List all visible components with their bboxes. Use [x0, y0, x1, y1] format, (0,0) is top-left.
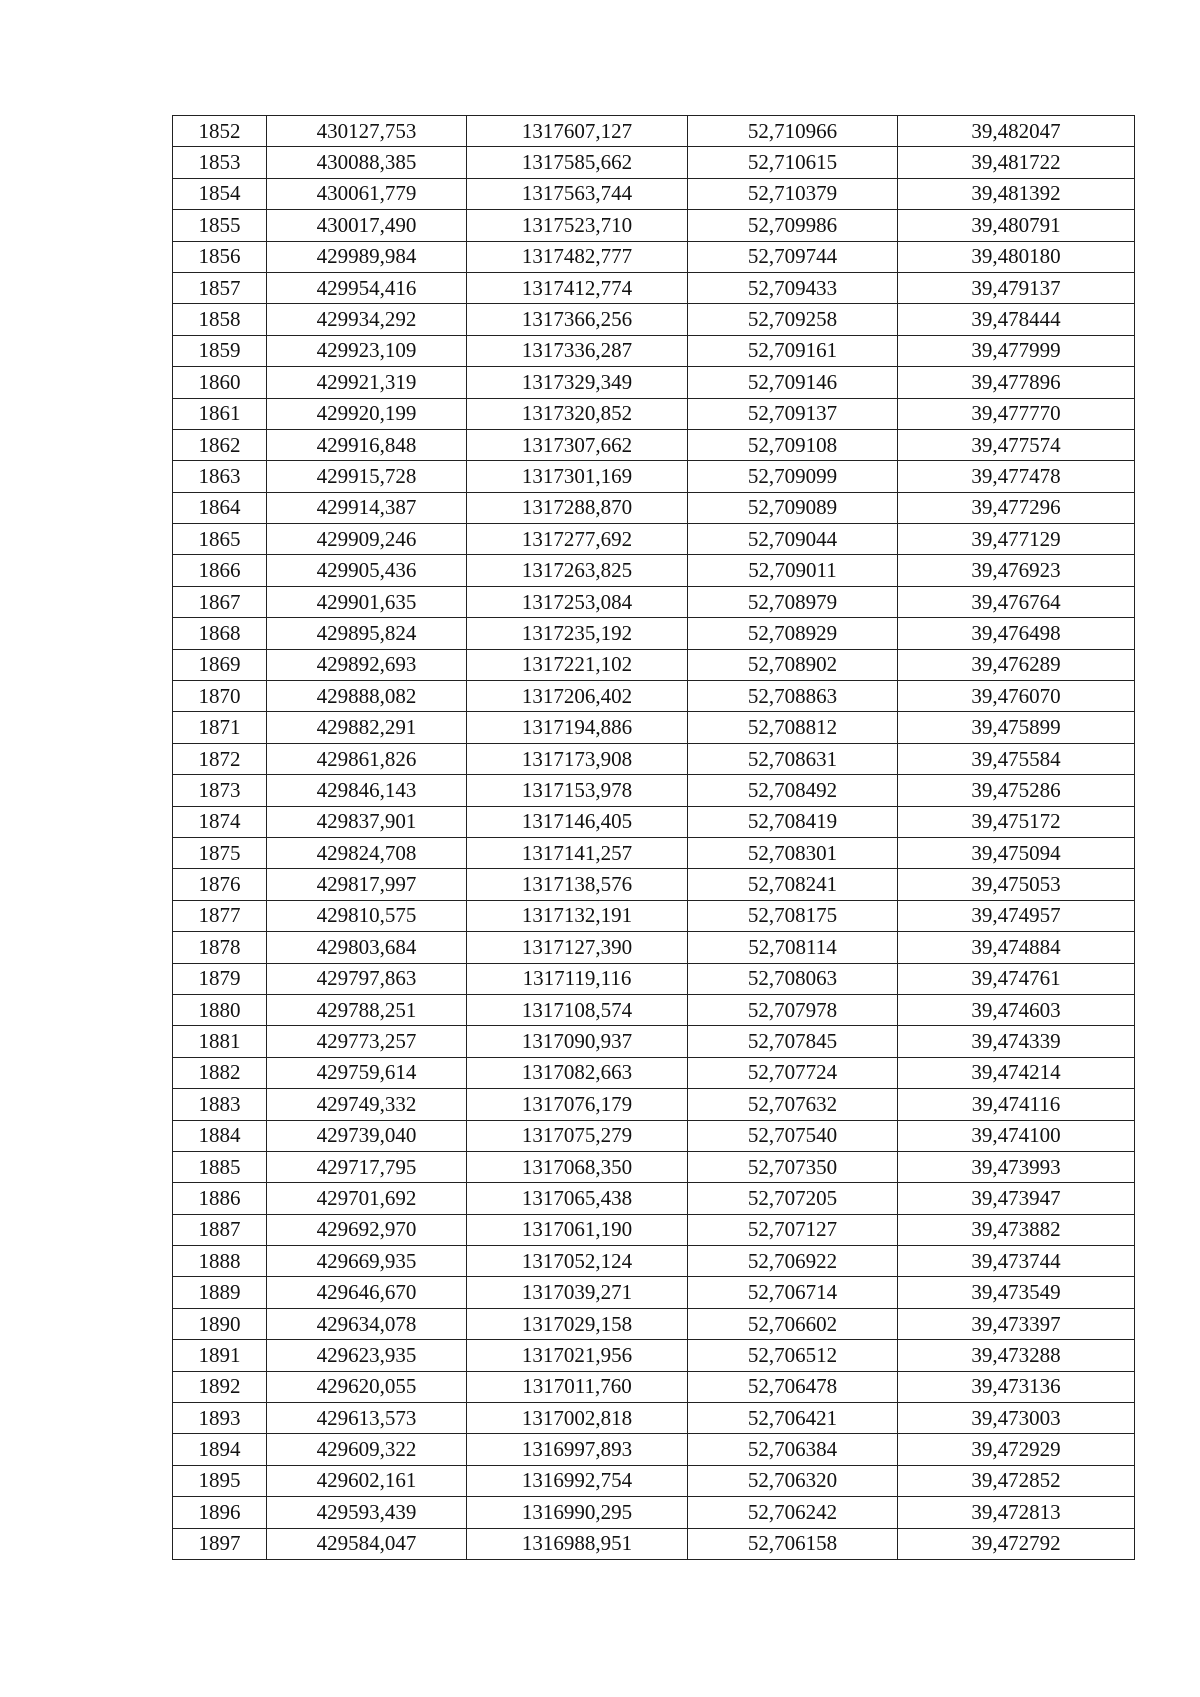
point-number-cell: 1856: [173, 241, 267, 272]
latitude-cell: 52,709744: [688, 241, 898, 272]
table-row: [173, 367, 1135, 398]
point-number-cell: 1863: [173, 461, 267, 492]
table-row: [173, 1308, 1135, 1339]
y-coordinate-cell: 1317090,937: [467, 1026, 688, 1057]
table-row: [173, 210, 1135, 241]
y-coordinate-cell: 1317108,574: [467, 994, 688, 1025]
y-coordinate-cell: 1317563,744: [467, 178, 688, 209]
y-coordinate-cell: 1317235,192: [467, 618, 688, 649]
point-number-cell: 1870: [173, 681, 267, 712]
table-row: [173, 649, 1135, 680]
point-number-cell: 1885: [173, 1151, 267, 1182]
y-coordinate-cell: 1317075,279: [467, 1120, 688, 1151]
longitude-cell: 39,474100: [898, 1120, 1135, 1151]
table-row: [173, 900, 1135, 931]
longitude-cell: 39,480791: [898, 210, 1135, 241]
y-coordinate-cell: 1317607,127: [467, 116, 688, 147]
x-coordinate-cell: 429921,319: [267, 367, 467, 398]
latitude-cell: 52,707632: [688, 1089, 898, 1120]
latitude-cell: 52,706512: [688, 1340, 898, 1371]
point-number-cell: 1869: [173, 649, 267, 680]
y-coordinate-cell: 1317021,956: [467, 1340, 688, 1371]
point-number-cell: 1893: [173, 1403, 267, 1434]
x-coordinate-cell: 430061,779: [267, 178, 467, 209]
longitude-cell: 39,473397: [898, 1308, 1135, 1339]
longitude-cell: 39,475172: [898, 806, 1135, 837]
table-row: [173, 1026, 1135, 1057]
table-row: [173, 618, 1135, 649]
latitude-cell: 52,709433: [688, 272, 898, 303]
table-row: [173, 178, 1135, 209]
point-number-cell: 1852: [173, 116, 267, 147]
table-row: [173, 304, 1135, 335]
latitude-cell: 52,706602: [688, 1308, 898, 1339]
x-coordinate-cell: 429613,573: [267, 1403, 467, 1434]
point-number-cell: 1881: [173, 1026, 267, 1057]
longitude-cell: 39,472929: [898, 1434, 1135, 1465]
x-coordinate-cell: 430017,490: [267, 210, 467, 241]
point-number-cell: 1866: [173, 555, 267, 586]
point-number-cell: 1865: [173, 524, 267, 555]
x-coordinate-cell: 429954,416: [267, 272, 467, 303]
table-row: [173, 1371, 1135, 1402]
latitude-cell: 52,709044: [688, 524, 898, 555]
x-coordinate-cell: 429810,575: [267, 900, 467, 931]
table-row: [173, 743, 1135, 774]
x-coordinate-cell: 430127,753: [267, 116, 467, 147]
table-row: [173, 398, 1135, 429]
point-number-cell: 1857: [173, 272, 267, 303]
y-coordinate-cell: 1317221,102: [467, 649, 688, 680]
x-coordinate-cell: 429788,251: [267, 994, 467, 1025]
x-coordinate-cell: 429620,055: [267, 1371, 467, 1402]
y-coordinate-cell: 1317141,257: [467, 837, 688, 868]
longitude-cell: 39,473882: [898, 1214, 1135, 1245]
latitude-cell: 52,707845: [688, 1026, 898, 1057]
y-coordinate-cell: 1317173,908: [467, 743, 688, 774]
x-coordinate-cell: 429669,935: [267, 1246, 467, 1277]
latitude-cell: 52,709137: [688, 398, 898, 429]
table-row: [173, 1497, 1135, 1528]
table-row: [173, 492, 1135, 523]
table-row: [173, 1403, 1135, 1434]
y-coordinate-cell: 1317301,169: [467, 461, 688, 492]
longitude-cell: 39,473947: [898, 1183, 1135, 1214]
x-coordinate-cell: 429749,332: [267, 1089, 467, 1120]
y-coordinate-cell: 1317585,662: [467, 147, 688, 178]
longitude-cell: 39,473288: [898, 1340, 1135, 1371]
point-number-cell: 1877: [173, 900, 267, 931]
y-coordinate-cell: 1317011,760: [467, 1371, 688, 1402]
x-coordinate-cell: 429905,436: [267, 555, 467, 586]
latitude-cell: 52,707127: [688, 1214, 898, 1245]
y-coordinate-cell: 1317320,852: [467, 398, 688, 429]
table-row: [173, 775, 1135, 806]
longitude-cell: 39,481392: [898, 178, 1135, 209]
point-number-cell: 1882: [173, 1057, 267, 1088]
y-coordinate-cell: 1316997,893: [467, 1434, 688, 1465]
table-row: [173, 116, 1135, 147]
x-coordinate-cell: 429602,161: [267, 1465, 467, 1496]
table-row: [173, 1528, 1135, 1559]
point-number-cell: 1897: [173, 1528, 267, 1559]
y-coordinate-cell: 1317065,438: [467, 1183, 688, 1214]
longitude-cell: 39,474884: [898, 932, 1135, 963]
table-row: [173, 1277, 1135, 1308]
longitude-cell: 39,475053: [898, 869, 1135, 900]
longitude-cell: 39,476289: [898, 649, 1135, 680]
latitude-cell: 52,709011: [688, 555, 898, 586]
point-number-cell: 1883: [173, 1089, 267, 1120]
table-row: [173, 1151, 1135, 1182]
latitude-cell: 52,706158: [688, 1528, 898, 1559]
latitude-cell: 52,708979: [688, 586, 898, 617]
longitude-cell: 39,477770: [898, 398, 1135, 429]
point-number-cell: 1888: [173, 1246, 267, 1277]
x-coordinate-cell: 429909,246: [267, 524, 467, 555]
x-coordinate-cell: 429892,693: [267, 649, 467, 680]
y-coordinate-cell: 1316988,951: [467, 1528, 688, 1559]
longitude-cell: 39,474603: [898, 994, 1135, 1025]
point-number-cell: 1895: [173, 1465, 267, 1496]
table-row: [173, 524, 1135, 555]
point-number-cell: 1884: [173, 1120, 267, 1151]
latitude-cell: 52,706384: [688, 1434, 898, 1465]
point-number-cell: 1892: [173, 1371, 267, 1402]
point-number-cell: 1880: [173, 994, 267, 1025]
point-number-cell: 1889: [173, 1277, 267, 1308]
latitude-cell: 52,709108: [688, 429, 898, 460]
y-coordinate-cell: 1317329,349: [467, 367, 688, 398]
point-number-cell: 1859: [173, 335, 267, 366]
table-row: [173, 712, 1135, 743]
latitude-cell: 52,708114: [688, 932, 898, 963]
latitude-cell: 52,706421: [688, 1403, 898, 1434]
y-coordinate-cell: 1317052,124: [467, 1246, 688, 1277]
longitude-cell: 39,474116: [898, 1089, 1135, 1120]
latitude-cell: 52,708063: [688, 963, 898, 994]
latitude-cell: 52,708492: [688, 775, 898, 806]
longitude-cell: 39,480180: [898, 241, 1135, 272]
point-number-cell: 1879: [173, 963, 267, 994]
longitude-cell: 39,476764: [898, 586, 1135, 617]
y-coordinate-cell: 1317039,271: [467, 1277, 688, 1308]
table-row: [173, 335, 1135, 366]
table-row: [173, 994, 1135, 1025]
longitude-cell: 39,478444: [898, 304, 1135, 335]
x-coordinate-cell: 430088,385: [267, 147, 467, 178]
latitude-cell: 52,707205: [688, 1183, 898, 1214]
point-number-cell: 1860: [173, 367, 267, 398]
y-coordinate-cell: 1317076,179: [467, 1089, 688, 1120]
x-coordinate-cell: 429773,257: [267, 1026, 467, 1057]
x-coordinate-cell: 429803,684: [267, 932, 467, 963]
y-coordinate-cell: 1317061,190: [467, 1214, 688, 1245]
table-row: [173, 806, 1135, 837]
longitude-cell: 39,472813: [898, 1497, 1135, 1528]
x-coordinate-cell: 429717,795: [267, 1151, 467, 1182]
x-coordinate-cell: 429895,824: [267, 618, 467, 649]
table-row: [173, 586, 1135, 617]
y-coordinate-cell: 1317194,886: [467, 712, 688, 743]
latitude-cell: 52,709089: [688, 492, 898, 523]
table-row: [173, 869, 1135, 900]
longitude-cell: 39,482047: [898, 116, 1135, 147]
table-row: [173, 272, 1135, 303]
latitude-cell: 52,708929: [688, 618, 898, 649]
latitude-cell: 52,708175: [688, 900, 898, 931]
longitude-cell: 39,477999: [898, 335, 1135, 366]
longitude-cell: 39,477296: [898, 492, 1135, 523]
y-coordinate-cell: 1317366,256: [467, 304, 688, 335]
point-number-cell: 1871: [173, 712, 267, 743]
table-row: [173, 147, 1135, 178]
y-coordinate-cell: 1317523,710: [467, 210, 688, 241]
x-coordinate-cell: 429837,901: [267, 806, 467, 837]
table-row: [173, 461, 1135, 492]
x-coordinate-cell: 429623,935: [267, 1340, 467, 1371]
x-coordinate-cell: 429846,143: [267, 775, 467, 806]
longitude-cell: 39,472852: [898, 1465, 1135, 1496]
y-coordinate-cell: 1317153,978: [467, 775, 688, 806]
y-coordinate-cell: 1317412,774: [467, 272, 688, 303]
latitude-cell: 52,708902: [688, 649, 898, 680]
y-coordinate-cell: 1317082,663: [467, 1057, 688, 1088]
longitude-cell: 39,481722: [898, 147, 1135, 178]
x-coordinate-cell: 429692,970: [267, 1214, 467, 1245]
y-coordinate-cell: 1317206,402: [467, 681, 688, 712]
table-row: [173, 1340, 1135, 1371]
x-coordinate-cell: 429824,708: [267, 837, 467, 868]
longitude-cell: 39,475094: [898, 837, 1135, 868]
longitude-cell: 39,475899: [898, 712, 1135, 743]
x-coordinate-cell: 429882,291: [267, 712, 467, 743]
latitude-cell: 52,709258: [688, 304, 898, 335]
point-number-cell: 1868: [173, 618, 267, 649]
x-coordinate-cell: 429901,635: [267, 586, 467, 617]
y-coordinate-cell: 1316992,754: [467, 1465, 688, 1496]
x-coordinate-cell: 429923,109: [267, 335, 467, 366]
point-number-cell: 1858: [173, 304, 267, 335]
longitude-cell: 39,479137: [898, 272, 1135, 303]
point-number-cell: 1894: [173, 1434, 267, 1465]
table-row: [173, 1246, 1135, 1277]
x-coordinate-cell: 429920,199: [267, 398, 467, 429]
table-row: [173, 963, 1135, 994]
y-coordinate-cell: 1317146,405: [467, 806, 688, 837]
longitude-cell: 39,474957: [898, 900, 1135, 931]
latitude-cell: 52,706242: [688, 1497, 898, 1528]
x-coordinate-cell: 429916,848: [267, 429, 467, 460]
longitude-cell: 39,476923: [898, 555, 1135, 586]
point-number-cell: 1872: [173, 743, 267, 774]
longitude-cell: 39,477574: [898, 429, 1135, 460]
x-coordinate-cell: 429861,826: [267, 743, 467, 774]
longitude-cell: 39,475584: [898, 743, 1135, 774]
longitude-cell: 39,473136: [898, 1371, 1135, 1402]
longitude-cell: 39,474339: [898, 1026, 1135, 1057]
x-coordinate-cell: 429914,387: [267, 492, 467, 523]
y-coordinate-cell: 1317253,084: [467, 586, 688, 617]
y-coordinate-cell: 1316990,295: [467, 1497, 688, 1528]
longitude-cell: 39,472792: [898, 1528, 1135, 1559]
latitude-cell: 52,709986: [688, 210, 898, 241]
x-coordinate-cell: 429797,863: [267, 963, 467, 994]
point-number-cell: 1855: [173, 210, 267, 241]
x-coordinate-cell: 429739,040: [267, 1120, 467, 1151]
latitude-cell: 52,710379: [688, 178, 898, 209]
longitude-cell: 39,477896: [898, 367, 1135, 398]
longitude-cell: 39,477478: [898, 461, 1135, 492]
table-row: [173, 241, 1135, 272]
table-row: [173, 1089, 1135, 1120]
x-coordinate-cell: 429888,082: [267, 681, 467, 712]
longitude-cell: 39,474761: [898, 963, 1135, 994]
y-coordinate-cell: 1317029,158: [467, 1308, 688, 1339]
latitude-cell: 52,710615: [688, 147, 898, 178]
latitude-cell: 52,708419: [688, 806, 898, 837]
point-number-cell: 1853: [173, 147, 267, 178]
latitude-cell: 52,708631: [688, 743, 898, 774]
point-number-cell: 1874: [173, 806, 267, 837]
x-coordinate-cell: 429593,439: [267, 1497, 467, 1528]
y-coordinate-cell: 1317307,662: [467, 429, 688, 460]
y-coordinate-cell: 1317138,576: [467, 869, 688, 900]
table-row: [173, 681, 1135, 712]
longitude-cell: 39,477129: [898, 524, 1135, 555]
x-coordinate-cell: 429759,614: [267, 1057, 467, 1088]
latitude-cell: 52,709099: [688, 461, 898, 492]
y-coordinate-cell: 1317119,116: [467, 963, 688, 994]
point-number-cell: 1878: [173, 932, 267, 963]
point-number-cell: 1876: [173, 869, 267, 900]
y-coordinate-cell: 1317263,825: [467, 555, 688, 586]
latitude-cell: 52,706320: [688, 1465, 898, 1496]
point-number-cell: 1891: [173, 1340, 267, 1371]
point-number-cell: 1854: [173, 178, 267, 209]
latitude-cell: 52,707978: [688, 994, 898, 1025]
point-number-cell: 1867: [173, 586, 267, 617]
latitude-cell: 52,708812: [688, 712, 898, 743]
latitude-cell: 52,706714: [688, 1277, 898, 1308]
table-row: [173, 1214, 1135, 1245]
y-coordinate-cell: 1317002,818: [467, 1403, 688, 1434]
longitude-cell: 39,473003: [898, 1403, 1135, 1434]
table-row: [173, 837, 1135, 868]
latitude-cell: 52,707724: [688, 1057, 898, 1088]
point-number-cell: 1890: [173, 1308, 267, 1339]
latitude-cell: 52,706478: [688, 1371, 898, 1402]
table-row: [173, 932, 1135, 963]
y-coordinate-cell: 1317127,390: [467, 932, 688, 963]
latitude-cell: 52,708863: [688, 681, 898, 712]
longitude-cell: 39,476070: [898, 681, 1135, 712]
latitude-cell: 52,709146: [688, 367, 898, 398]
latitude-cell: 52,706922: [688, 1246, 898, 1277]
point-number-cell: 1862: [173, 429, 267, 460]
x-coordinate-cell: 429609,322: [267, 1434, 467, 1465]
y-coordinate-cell: 1317277,692: [467, 524, 688, 555]
x-coordinate-cell: 429989,984: [267, 241, 467, 272]
table-row: [173, 1434, 1135, 1465]
x-coordinate-cell: 429817,997: [267, 869, 467, 900]
coordinates-table: [172, 115, 1135, 1560]
latitude-cell: 52,708301: [688, 837, 898, 868]
table-row: [173, 1465, 1135, 1496]
x-coordinate-cell: 429646,670: [267, 1277, 467, 1308]
x-coordinate-cell: 429701,692: [267, 1183, 467, 1214]
point-number-cell: 1896: [173, 1497, 267, 1528]
x-coordinate-cell: 429934,292: [267, 304, 467, 335]
point-number-cell: 1861: [173, 398, 267, 429]
table-row: [173, 1183, 1135, 1214]
longitude-cell: 39,475286: [898, 775, 1135, 806]
point-number-cell: 1886: [173, 1183, 267, 1214]
latitude-cell: 52,707350: [688, 1151, 898, 1182]
latitude-cell: 52,708241: [688, 869, 898, 900]
y-coordinate-cell: 1317288,870: [467, 492, 688, 523]
point-number-cell: 1875: [173, 837, 267, 868]
latitude-cell: 52,710966: [688, 116, 898, 147]
x-coordinate-cell: 429634,078: [267, 1308, 467, 1339]
longitude-cell: 39,473993: [898, 1151, 1135, 1182]
longitude-cell: 39,473744: [898, 1246, 1135, 1277]
y-coordinate-cell: 1317336,287: [467, 335, 688, 366]
table-row: [173, 555, 1135, 586]
y-coordinate-cell: 1317482,777: [467, 241, 688, 272]
coordinates-table-body: [173, 116, 1135, 1560]
longitude-cell: 39,476498: [898, 618, 1135, 649]
x-coordinate-cell: 429584,047: [267, 1528, 467, 1559]
table-row: [173, 429, 1135, 460]
table-row: [173, 1057, 1135, 1088]
longitude-cell: 39,473549: [898, 1277, 1135, 1308]
point-number-cell: 1864: [173, 492, 267, 523]
latitude-cell: 52,709161: [688, 335, 898, 366]
longitude-cell: 39,474214: [898, 1057, 1135, 1088]
table-row: [173, 1120, 1135, 1151]
latitude-cell: 52,707540: [688, 1120, 898, 1151]
y-coordinate-cell: 1317068,350: [467, 1151, 688, 1182]
point-number-cell: 1887: [173, 1214, 267, 1245]
point-number-cell: 1873: [173, 775, 267, 806]
y-coordinate-cell: 1317132,191: [467, 900, 688, 931]
x-coordinate-cell: 429915,728: [267, 461, 467, 492]
